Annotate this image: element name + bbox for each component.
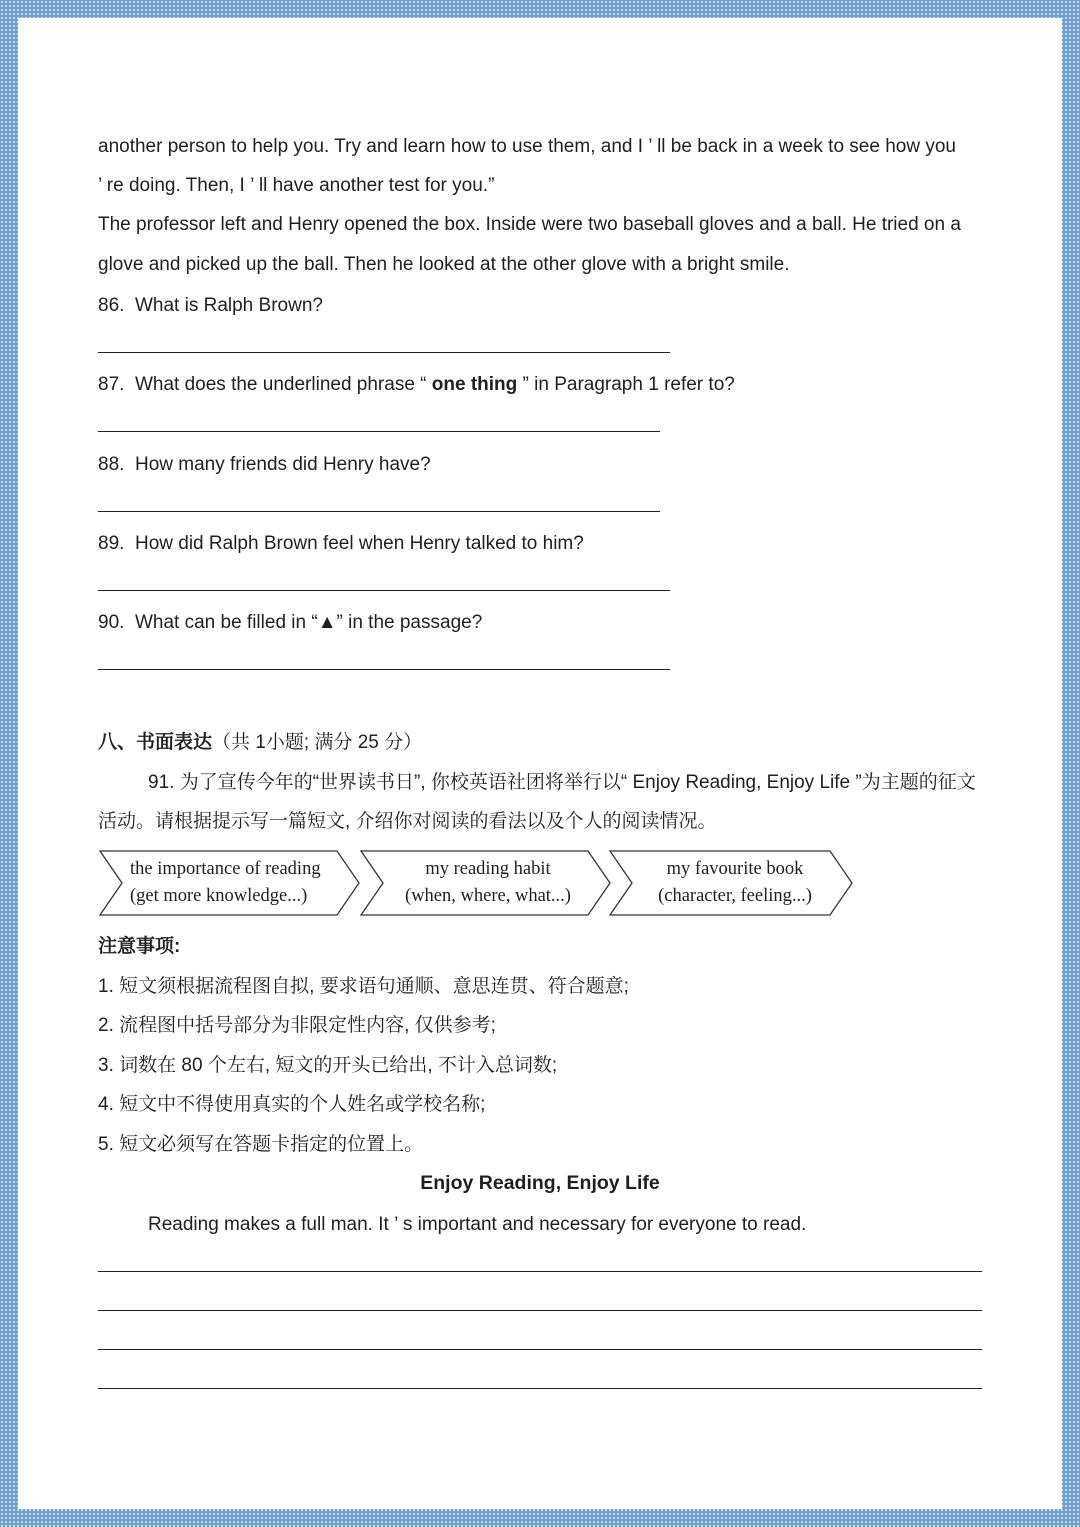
flow-step-hint: (get more knowledge...) [130,886,308,906]
flow-step-3 [653,856,817,910]
answer-line-90[interactable] [98,669,670,670]
writing-line[interactable] [98,1310,982,1311]
note-item: 5. 短文必须写在答题卡指定的位置上。 [98,1134,424,1155]
section-heading [98,730,422,756]
question-number: 90. [98,612,125,633]
flow-step-title: the importance of reading [130,859,321,879]
passage-line: The professor left and Henry opened the box. Inside were two baseball gloves and a ball. He tried on a [98,214,961,235]
question-text: What can be filled in “ [134,612,318,633]
note-item: 2. 流程图中括号部分为非限定性内容, 仅供参考; [98,1015,496,1036]
question-86 [98,293,323,319]
essay-opening: Reading makes a full man. It ’ s important and necessary for everyone to read. [148,1214,807,1235]
question-number: 86. [98,295,125,316]
question-text: How did Ralph Brown feel when Henry talked to him? [134,533,584,554]
flow-step-title: my favourite book [666,859,804,879]
section-title: 八、书面表达 [98,732,213,753]
writing-line[interactable] [98,1349,982,1350]
essay-title: Enjoy Reading, Enjoy Life [420,1172,660,1194]
task-intro-line: 91. 为了宣传今年的“世界读书日”, 你校英语社团将举行以“ Enjoy Reading, Enjoy Life ”为主题的征文 [148,772,976,793]
section-note: （共 1小题; 满分 25 分） [212,732,423,753]
question-number: 88. [98,454,125,475]
question-text: What does the underlined phrase “ [134,374,432,395]
flow-step-title: my reading habit [425,859,551,879]
question-text: What is Ralph Brown? [134,295,323,316]
triangle-icon: ▲ [317,612,337,633]
note-item: 4. 短文中不得使用真实的个人姓名或学校名称; [98,1094,486,1115]
question-90 [98,610,482,636]
underlined-phrase: one thing [431,374,518,395]
writing-line[interactable] [98,1388,982,1389]
flow-step-1 [130,856,321,910]
answer-line-87[interactable] [98,431,660,432]
flow-step-2 [400,856,576,910]
writing-line[interactable] [98,1271,982,1272]
question-text: How many friends did Henry have? [134,454,431,475]
question-88 [98,452,431,478]
passage-line: another person to help you. Try and learn how to use them, and I ’ ll be back in a week to see how you [98,136,956,157]
passage-line: glove and picked up the ball. Then he looked at the other glove with a bright smile. [98,254,790,275]
question-text: ” in the passage? [336,612,483,633]
note-item: 3. 词数在 80 个左右, 短文的开头已给出, 不计入总词数; [98,1055,558,1076]
notes-heading: 注意事项: [98,936,181,957]
task-intro-line: 活动。请根据提示写一篇短文, 介绍你对阅读的看法以及个人的阅读情况。 [98,811,717,832]
answer-line-89[interactable] [98,590,670,591]
flow-step-hint: (character, feeling...) [658,886,812,906]
passage-line: ’ re doing. Then, I ’ ll have another test for you.” [98,175,495,196]
question-text: ” in Paragraph 1 refer to? [517,374,735,395]
answer-line-88[interactable] [98,511,660,512]
question-89 [98,531,584,557]
question-87 [98,372,735,398]
flow-step-hint: (when, where, what...) [405,886,571,906]
note-item: 1. 短文须根据流程图自拟, 要求语句通顺、意思连贯、符合题意; [98,976,629,997]
question-number: 87. [98,374,125,395]
exam-page [18,18,1062,1509]
answer-line-86[interactable] [98,352,670,353]
question-number: 89. [98,533,125,554]
